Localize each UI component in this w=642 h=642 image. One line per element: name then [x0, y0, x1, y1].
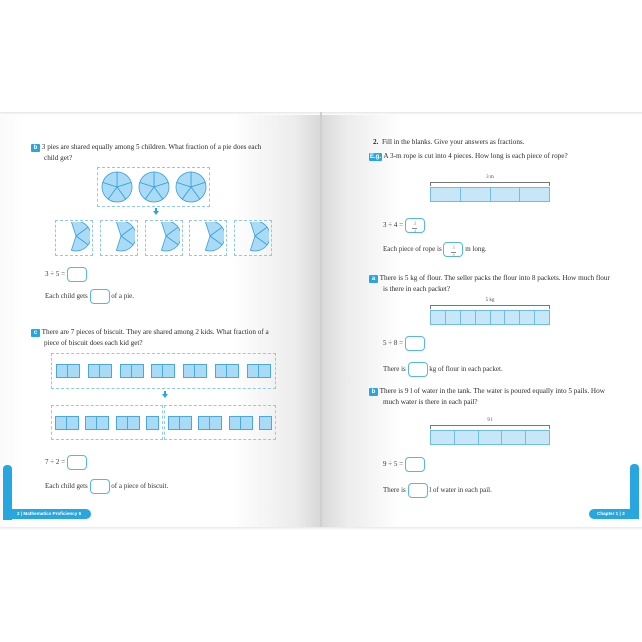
bar-model: [430, 310, 550, 325]
biscuit-half: [97, 417, 108, 429]
biscuit: [116, 416, 140, 430]
bar-segment: [455, 431, 479, 444]
pie-share: [103, 222, 135, 254]
bar-segment: [446, 311, 461, 324]
biscuit-half: [169, 417, 180, 429]
left-page: [0, 112, 321, 527]
example-badge: E.g.: [369, 154, 381, 160]
question-badge: b: [369, 388, 378, 396]
bar-segment: [491, 311, 506, 324]
biscuit: [259, 416, 272, 430]
question-c-text: c There are 7 pieces of biscuit. They are shared among 2 kids. What fraction of a piece of biscuit does each kid get?: [31, 327, 296, 349]
pie: [138, 171, 170, 203]
page-bottom-edge: [0, 527, 642, 530]
kid-share-group: [164, 405, 276, 440]
question-badge: c: [31, 329, 40, 337]
shares-group: [55, 220, 272, 256]
biscuit-half: [260, 417, 271, 429]
bar-label: 5 kg: [485, 298, 495, 303]
bar-model: [430, 430, 550, 445]
biscuit-half: [241, 417, 252, 429]
arrow-down-icon: [153, 208, 159, 215]
biscuit: [55, 416, 79, 430]
biscuit-half: [210, 417, 221, 429]
sentence-row: There is l of water in each pail.: [383, 483, 492, 498]
left-footer: 2 | Mathematics Proficiency 5: [3, 509, 91, 519]
bar-segment: [476, 311, 491, 324]
answer-box[interactable]: [405, 457, 425, 472]
bar-segment: [526, 431, 549, 444]
bar-segment: [505, 311, 520, 324]
child-share: [189, 220, 227, 256]
biscuit: [85, 416, 109, 430]
bar-segment: [479, 431, 503, 444]
biscuit-half: [117, 417, 128, 429]
biscuit-half: [68, 365, 79, 377]
biscuit-half: [259, 365, 270, 377]
bar-segment: [431, 311, 446, 324]
biscuit: [183, 364, 207, 378]
biscuit-half: [147, 417, 158, 429]
biscuit-half: [152, 365, 163, 377]
biscuit: [120, 364, 144, 378]
pies-group: [97, 167, 210, 207]
pie-share: [148, 222, 180, 254]
sentence-row: Each piece of rope is $\frac{3}{4}$ m long.: [383, 242, 487, 257]
bar-segment: [520, 311, 535, 324]
biscuit: [151, 364, 175, 378]
biscuit-half: [163, 365, 174, 377]
open-workbook: [0, 112, 642, 527]
brace: [430, 425, 550, 429]
answer-fraction: $\frac{3}{4}$: [452, 246, 455, 259]
question-badge: b: [31, 144, 40, 152]
pie: [101, 171, 133, 203]
biscuit-half: [216, 365, 227, 377]
equation-row: 5 ÷ 8 =: [383, 336, 425, 351]
biscuit-half: [86, 417, 97, 429]
sentence-row: There is kg of flour in each packet.: [383, 362, 503, 377]
arrow-down-icon: [162, 391, 168, 398]
equation-row: 9 ÷ 5 =: [383, 457, 425, 472]
question-a-text: a There is 5 kg of flour. The seller packs the flour into 8 packets. How much flour is there in each packet?: [369, 273, 634, 295]
sentence-row: Each child gets of a pie.: [45, 289, 134, 304]
biscuit-half: [199, 417, 210, 429]
child-share: [100, 220, 138, 256]
biscuit-half: [180, 417, 191, 429]
biscuit-half: [195, 365, 206, 377]
right-page: [321, 112, 642, 527]
book-spine: [320, 112, 322, 527]
biscuit-half: [100, 365, 111, 377]
biscuit: [56, 364, 80, 378]
biscuit: [146, 416, 159, 430]
biscuit-half: [67, 417, 78, 429]
example-text: E.g. A 3-m rope is cut into 4 pieces. How long is each piece of rope?: [369, 152, 568, 160]
child-share: [55, 220, 93, 256]
biscuit: [229, 416, 253, 430]
kid-share-group: [51, 405, 163, 440]
question-b-text: b There is 9 l of water in the tank. The water is poured equally into 5 pails. How much water is there in each pail?: [369, 386, 634, 408]
answer-box[interactable]: [90, 289, 110, 304]
pie-share: [192, 222, 224, 254]
answer-box[interactable]: [405, 336, 425, 351]
biscuit: [198, 416, 222, 430]
equation-row: 3 ÷ 4 = $\frac{3}{4}$: [383, 218, 425, 233]
answer-box[interactable]: [67, 267, 87, 282]
pie: [175, 171, 207, 203]
biscuit-half: [132, 365, 143, 377]
instruction: 2. Fill in the blanks. Give your answers as fractions.: [373, 138, 525, 146]
bar-segment: [520, 188, 549, 201]
pie-share: [58, 222, 90, 254]
answer-box[interactable]: [90, 479, 110, 494]
biscuit-half: [227, 365, 238, 377]
biscuit-half: [184, 365, 195, 377]
bar-segment: [491, 188, 521, 201]
answer-box[interactable]: [408, 483, 428, 498]
brace: [430, 305, 550, 309]
biscuits-group: [51, 353, 276, 389]
child-share: [145, 220, 183, 256]
biscuit-half: [89, 365, 100, 377]
answer-box[interactable]: [443, 242, 463, 257]
bar-segment: [535, 311, 549, 324]
biscuit-half: [248, 365, 259, 377]
answer-fraction: $\frac{3}{4}$: [413, 222, 417, 235]
answer-box[interactable]: [67, 455, 87, 470]
brace: [430, 182, 550, 186]
pie-share: [237, 222, 269, 254]
biscuit-half: [230, 417, 241, 429]
biscuit-half: [121, 365, 132, 377]
child-share: [234, 220, 272, 256]
answer-box[interactable]: [405, 218, 425, 233]
bar-label: 9 l: [487, 418, 493, 423]
bar-segment: [461, 311, 476, 324]
right-footer: Chapter 1 | 3: [589, 509, 639, 519]
biscuit-half: [56, 417, 67, 429]
answer-box[interactable]: [408, 362, 428, 377]
bar-segment: [502, 431, 526, 444]
bar-segment: [461, 188, 491, 201]
biscuit: [88, 364, 112, 378]
question-b-text: b 3 pies are shared equally among 5 children. What fraction of a pie does each child get?: [31, 142, 291, 164]
sentence-row: Each child gets of a piece of biscuit.: [45, 479, 168, 494]
biscuit-half: [57, 365, 68, 377]
bar-label: 3 m: [486, 175, 494, 180]
bar-segment: [431, 188, 461, 201]
equation-row: 7 ÷ 2 =: [45, 455, 87, 470]
equation-row: 3 ÷ 5 =: [45, 267, 87, 282]
biscuit: [215, 364, 239, 378]
bar-segment: [431, 431, 455, 444]
biscuit-half: [128, 417, 139, 429]
biscuit: [247, 364, 271, 378]
biscuit: [168, 416, 192, 430]
question-badge: a: [369, 275, 378, 283]
bar-model: [430, 187, 550, 202]
